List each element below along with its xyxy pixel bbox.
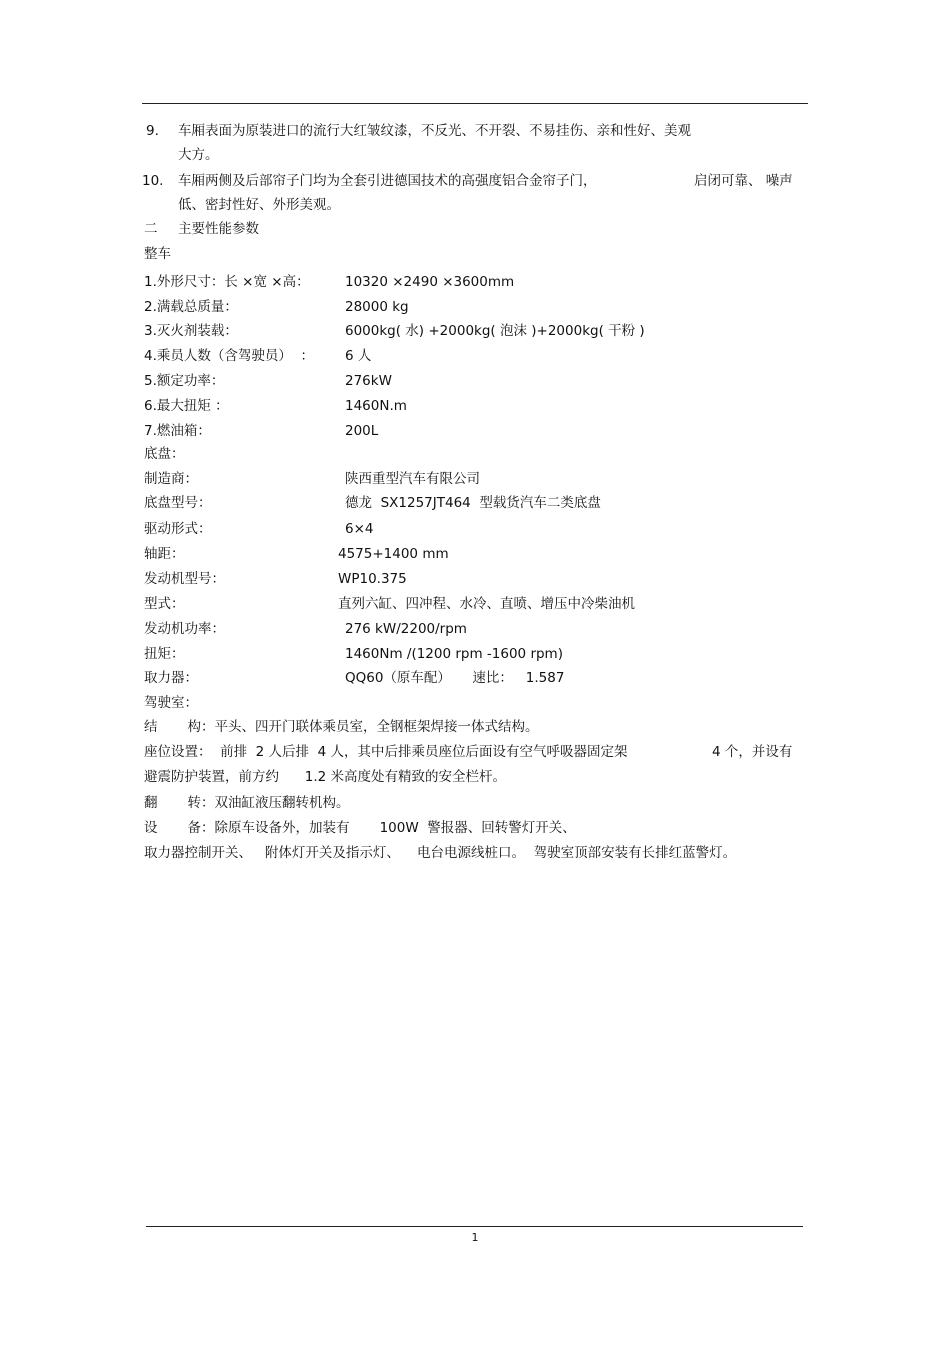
section-number: 二 [144, 221, 158, 237]
item-text: 车厢表面为原装进口的流行大红皱纹漆，不反光、不开裂、不易挂伤、亲和性好、美观 [178, 123, 691, 139]
spec-label: 5.额定功率： [144, 373, 225, 389]
spec-value: 直列六缸、四冲程、水冷、直喷、增压中冷柴油机 [338, 596, 635, 612]
spec-label: 取力器： [144, 670, 198, 686]
item-text: 低、密封性好、外形美观。 [178, 197, 340, 213]
spec-label: 7.燃油箱： [144, 423, 211, 439]
spec-value: 200L [345, 423, 379, 439]
item-number: 9. [146, 123, 159, 139]
spec-value: QQ60（原车配） 速比： 1.587 [345, 670, 565, 686]
cab-equipment: 取力器控制开关、 附体灯开关及指示灯、 电台电源线桩口。 驾驶室顶部安装有长排红蓝警灯。 [144, 845, 737, 861]
footer-rule [146, 1226, 803, 1227]
spec-label: 2.满载总质量： [144, 299, 238, 315]
spec-value: 6×4 [345, 521, 374, 537]
spec-value: 10320 ×2490 ×3600mm [345, 274, 515, 290]
spec-label: 6.最大扭矩 ： [144, 398, 229, 414]
spec-value: 276 kW/2200/rpm [345, 621, 467, 637]
cab-structure: 结 构：平头、四开门联体乘员室，全钢框架焊接一体式结构。 [144, 719, 539, 735]
spec-label: 1.外形尺寸：长 ×宽 ×高： [144, 274, 310, 290]
spec-label: 扭矩： [144, 646, 185, 662]
spec-value: 1460N.m [345, 398, 407, 414]
spec-value: 陕西重型汽车有限公司 [345, 471, 480, 487]
item-text: 大方。 [178, 147, 219, 163]
spec-label: 3.灭火剂装载： [144, 323, 238, 339]
spec-value: WP10.375 [338, 571, 407, 587]
spec-label: 轴距： [144, 546, 185, 562]
item-text: 启闭可靠、 噪声 [694, 173, 793, 189]
chassis-heading: 底盘： [144, 446, 185, 462]
cab-heading: 驾驶室： [144, 695, 198, 711]
spec-value: 1460Nm /(1200 rpm -1600 rpm) [345, 646, 563, 662]
page-number: 1 [471, 1231, 479, 1244]
spec-label: 发动机型号： [144, 571, 225, 587]
cab-seating: 4 个，并设有 [712, 744, 793, 760]
spec-value: 4575+1400 mm [338, 546, 449, 562]
spec-label: 驱动形式： [144, 521, 212, 537]
item-text: 车厢两侧及后部帘子门均为全套引进德国技术的高强度铝合金帘子门， [178, 173, 597, 189]
item-number: 10. [142, 173, 164, 189]
cab-seating: 避震防护装置，前方约 1.2 米高度处有精致的安全栏杆。 [144, 769, 507, 785]
spec-label: 制造商： [144, 471, 198, 487]
spec-value: 6 人 [345, 348, 372, 364]
spec-value: 28000 kg [345, 299, 409, 315]
spec-value: 德龙 SX1257JT464 型载货汽车二类底盘 [345, 495, 601, 511]
spec-value: 6000kg( 水) +2000kg( 泡沫 )+2000kg( 干粉 ) [345, 323, 645, 339]
cab-seating: 座位设置： 前排 2 人后排 4 人，其中后排乘员座位后面设有空气呼吸器固定架 [144, 744, 628, 760]
cab-tilt: 翻 转：双油缸液压翻转机构。 [144, 795, 350, 811]
spec-label: 底盘型号： [144, 495, 212, 511]
vehicle-heading: 整车 [144, 246, 171, 262]
spec-label: 4.乘员人数（含驾驶员） ： [144, 348, 314, 364]
spec-value: 276kW [345, 373, 392, 389]
section-title: 主要性能参数 [178, 221, 259, 237]
cab-equipment: 设 备：除原车设备外，加装有 100W 警报器、回转警灯开关、 [144, 820, 576, 836]
spec-label: 发动机功率： [144, 621, 225, 637]
spec-label: 型式： [144, 596, 185, 612]
header-rule [142, 103, 808, 104]
